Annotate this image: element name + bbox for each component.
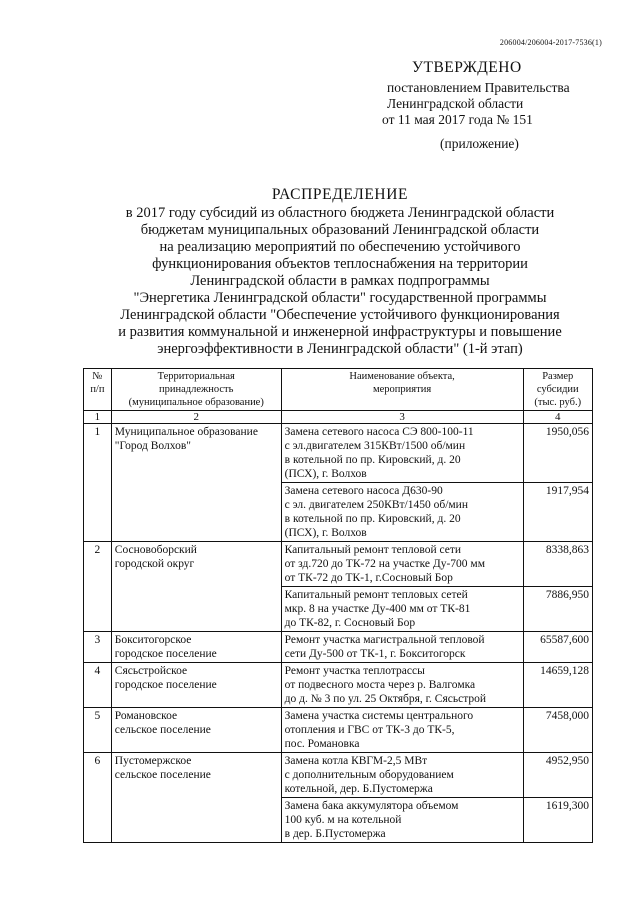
header-territory: Территориальная принадлежность (муниципальное образование) — [111, 369, 281, 411]
column-number-row — [84, 411, 593, 424]
row-object: Замена сетевого насоса СЭ 800-100-11 с эл.двигателем 315КВт/1500 об/мин в котельной по пр. Кировский, д. 20 (ПСХ), г. Волхов — [281, 424, 523, 483]
table-row — [84, 708, 593, 753]
column-number: 3 — [281, 411, 523, 424]
row-amount: 7886,950 — [523, 587, 592, 632]
row-object: Замена участка системы центрального отопления и ГВС от ТК-3 до ТК-5, пос. Романовка — [281, 708, 523, 753]
row-amount: 14659,128 — [523, 663, 592, 708]
row-number: 3 — [84, 632, 112, 663]
heading-line: на реализацию мероприятий по обеспечению устойчивого — [159, 239, 521, 255]
approved-stamp-title: УТВЕРЖДЕНО — [412, 59, 522, 76]
row-territory: Романовское сельское поселение — [111, 708, 281, 753]
table-row — [84, 632, 593, 663]
approval-date-line: от 11 мая 2017 года № 151 — [382, 112, 533, 127]
row-amount: 8338,863 — [523, 542, 592, 587]
row-object: Капитальный ремонт тепловой сети от зд.720 до ТК-72 на участке Ду-700 мм от ТК-72 до ТК-1, г.Сосновый Бор — [281, 542, 523, 587]
row-object: Замена сетевого насоса Д630-90 с эл. двигателем 250КВт/1450 об/мин в котельной по пр. Кировский, д. 20 (ПСХ), г. Волхов — [281, 483, 523, 542]
approval-line-2: Ленинградской области — [387, 96, 524, 111]
row-territory: Муниципальное образование "Город Волхов" — [111, 424, 281, 542]
heading-line: Ленинградской области "Обеспечение устойчивого функционирования — [120, 307, 560, 323]
appendix-label: (приложение) — [440, 136, 519, 151]
header-subsidy: Размер субсидии (тыс. руб.) — [523, 369, 592, 411]
column-number: 4 — [523, 411, 592, 424]
row-amount: 7458,000 — [523, 708, 592, 753]
row-object: Ремонт участка магистральной тепловой сети Ду-500 от ТК-1, г. Бокситогорск — [281, 632, 523, 663]
row-number: 4 — [84, 663, 112, 708]
column-number: 1 — [84, 411, 112, 424]
heading-line: Ленинградской области в рамках подпрограммы — [190, 273, 490, 289]
table-row — [84, 542, 593, 587]
approval-line-1: постановлением Правительства — [387, 80, 570, 95]
row-territory: Сосновоборский городской округ — [111, 542, 281, 632]
heading-line: бюджетам муниципальных образований Ленинградской области — [140, 222, 540, 238]
row-number: 2 — [84, 542, 112, 632]
document-heading — [90, 186, 590, 358]
row-number: 1 — [84, 424, 112, 542]
row-amount: 1917,954 — [523, 483, 592, 542]
table-row — [84, 753, 593, 798]
header-object: Наименование объекта, мероприятия — [281, 369, 523, 411]
approval-block — [360, 60, 610, 152]
heading-line: и развития коммунальной и инженерной инфраструктуры и повышение — [118, 324, 562, 340]
row-amount: 4952,950 — [523, 753, 592, 798]
table-header-row — [84, 369, 593, 411]
row-territory: Сясьстройское городское поселение — [111, 663, 281, 708]
row-territory: Бокситогорское городское поселение — [111, 632, 281, 663]
row-object: Капитальный ремонт тепловых сетей мкр. 8 на участке Ду-400 мм от ТК-81 до ТК-82, г. Сосновый Бор — [281, 587, 523, 632]
row-territory: Пустомержское сельское поселение — [111, 753, 281, 843]
row-amount: 1950,056 — [523, 424, 592, 483]
row-number: 6 — [84, 753, 112, 843]
row-object: Ремонт участка теплотрассы от подвесного моста через р. Валгомка до д. № 3 по ул. 25 Октября, г. Сясьстрой — [281, 663, 523, 708]
row-object: Замена бака аккумулятора объемом 100 куб. м на котельной в дер. Б.Пустомержа — [281, 798, 523, 843]
subsidy-distribution-table — [83, 368, 593, 843]
row-amount: 65587,600 — [523, 632, 592, 663]
table-row — [84, 424, 593, 483]
document-registration-number: 206004/206004-2017-7536(1) — [499, 38, 602, 47]
heading-line: "Энергетика Ленинградской области" государственной программы — [133, 290, 547, 306]
row-amount: 1619,300 — [523, 798, 592, 843]
header-number: № п/п — [84, 369, 112, 411]
heading-line: функционирования объектов теплоснабжения на территории — [152, 256, 528, 272]
heading-line: в 2017 году субсидий из областного бюджета Ленинградской области — [125, 205, 555, 221]
table-row — [84, 663, 593, 708]
row-number: 5 — [84, 708, 112, 753]
column-number: 2 — [111, 411, 281, 424]
heading-line: энергоэффективности в Ленинградской области" (1-й этап) — [157, 341, 523, 357]
document-title: РАСПРЕДЕЛЕНИЕ — [271, 186, 409, 203]
row-object: Замена котла КВГМ-2,5 МВт с дополнительным оборудованием котельной, дер. Б.Пустомержа — [281, 753, 523, 798]
